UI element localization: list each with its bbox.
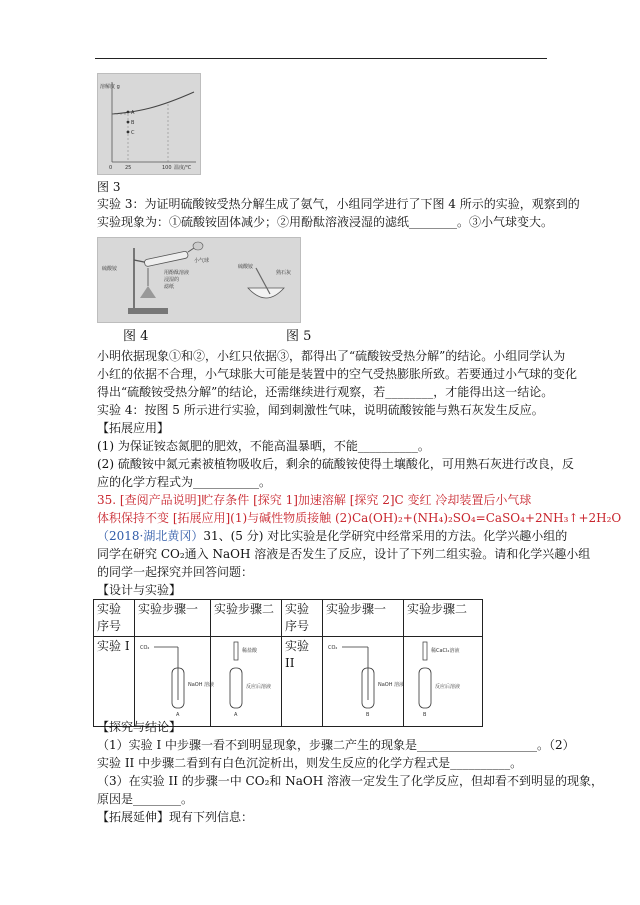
para-line-1: 小明依据现象①和②，小红只依据③，都得出了“硫酸铵受热分解”的结论。小组同学认为 — [97, 349, 566, 363]
exp1-hcl-label: 稀盐酸 — [242, 648, 258, 654]
conclusion-line-4: 原因是________。 — [97, 792, 194, 806]
fig3-point-a: A — [131, 110, 135, 116]
fig5-label-salt: 硫酸铵 — [238, 264, 254, 270]
fig4-label-salt: 硫酸铵 — [102, 266, 118, 272]
extend-q1: (1) 为保证铵态氮肥的肥效，不能高温暴晒，不能__________。 — [97, 439, 430, 453]
fig3-tick-0: 0 — [109, 165, 113, 171]
fig3-tick-25: 25 — [125, 165, 132, 171]
extend-q2-line-2: 应的化学方程式为___________。 — [97, 475, 272, 489]
figure-3-image — [97, 73, 201, 175]
answer-line-2: 体积保持不变 [拓展应用](1)与碱性物质接触 (2)Ca(OH)₂+(NH₄)₂SO₄=CaSO₄+2NH₃↑+2H₂O — [97, 511, 622, 525]
conclusion-line-1: （1）实验 I 中步骤一看不到明显现象，步骤二产生的现象是____________________。（2） — [97, 738, 575, 752]
conclusion-heading: 【探究与结论】 — [97, 720, 182, 734]
para-line-2: 小红的依据不合理，小气球胀大可能是装置中的空气受热膨胀所致。若要通过小气球的变化 — [97, 367, 578, 381]
exp3-line-1: 实验 3：为证明硫酸铵受热分解生成了氨气，小组同学进行了下图 4 所示的实验，观察到的 — [97, 197, 580, 211]
figure-5-caption: 图 5 — [286, 329, 312, 344]
q31-intro: 31、(5 分) 对比实验是化学研究中经常采用的方法。化学兴趣小组的 — [203, 529, 568, 543]
figure-4-5-image — [97, 237, 301, 323]
figure-4-caption: 图 4 — [123, 329, 149, 344]
cell-exp2-step1 — [323, 637, 404, 727]
fig3-tick-100: 100 — [162, 165, 172, 171]
header-rule — [95, 58, 547, 59]
fig3-ylabel: 溶解度 g — [100, 84, 120, 90]
fig4-label-paper-2: 浸湿的 — [164, 277, 180, 283]
extend-heading: 【拓展应用】 — [97, 421, 170, 435]
fig4-label-paper-3: 滤纸 — [164, 284, 175, 290]
cell-exp2-step2 — [404, 637, 483, 727]
cell-exp-2: 实验 II — [282, 637, 323, 727]
exp1-after-label: 反应后溶液 — [246, 684, 272, 690]
fig3-xlabel: 温度/℃ — [174, 165, 192, 171]
exp1-co2-label: CO₂ — [140, 645, 150, 651]
exp1-naoh-label: NaOH 溶液 — [188, 682, 215, 688]
fig5-label-lime: 熟石灰 — [276, 270, 292, 276]
q31-line-2: 同学在研究 CO₂通入 NaOH 溶液是否发生了反应，设计了下列二组实验。请和化学兴趣小组 — [97, 547, 591, 561]
exp4-line: 实验 4：按图 5 所示进行实验，闻到刺激性气味，说明硫酸铵能与熟石灰发生反应。 — [97, 403, 544, 417]
fig4-label-paper-1: 用酚酞溶液 — [164, 270, 190, 276]
header-step-1-b: 实验步骤一 — [323, 600, 404, 637]
exp2-cacl2-label: 稀CaCl₂溶液 — [431, 648, 460, 654]
exp1-tube-a: A — [176, 712, 180, 718]
exp2-after-label: 反应后溶液 — [435, 684, 461, 690]
conclusion-line-2: 实验 II 中步骤二看到有白色沉淀析出，则发生反应的化学方程式是__________。 — [97, 756, 523, 770]
exp2-naoh-label: NaOH 溶液 — [378, 682, 405, 688]
header-step-2-a: 实验步骤二 — [211, 600, 282, 637]
q31-source: （2018·湖北黄冈） — [97, 529, 204, 543]
answer-line-1: 35. [查阅产品说明]贮存条件 [探究 1]加速溶解 [探究 2]C 变红 冷却装置后小气球 — [97, 493, 532, 507]
header-no-b: 实验序号 — [282, 600, 323, 637]
header-no: 实验序号 — [94, 600, 135, 637]
header-step-2-b: 实验步骤二 — [404, 600, 483, 637]
table-row — [94, 637, 483, 727]
para-line-3: 得出“硫酸铵受热分解”的结论，还需继续进行观察，若________，才能得出这一结论。 — [97, 385, 554, 399]
conclusion-line-3: （3）在实验 II 的步骤一中 CO₂和 NaOH 溶液一定发生了化学反应，但却看不到明显的现象， — [97, 774, 603, 788]
extension-heading: 【拓展延伸】现有下列信息： — [97, 810, 254, 824]
exp2-co2-label: CO₂ — [328, 645, 338, 651]
fig3-point-b: B — [131, 120, 135, 126]
exp2-tube-b-2: B — [423, 712, 427, 718]
q31-line-1 — [97, 527, 568, 545]
exp3-line-2: 实验现象为：①硫酸铵固体减少；②用酚酞溶液浸湿的滤纸________。③小气球变大。 — [97, 215, 554, 229]
figure-3-caption: 图 3 — [97, 180, 121, 194]
experiment-table — [93, 599, 483, 727]
design-heading: 【设计与实验】 — [97, 583, 182, 597]
exp1-tube-a-2: A — [234, 712, 238, 718]
fig3-point-c: C — [131, 130, 135, 136]
q31-line-3: 的同学一起探究并回答问题： — [97, 565, 254, 579]
extend-q2-line-1: (2) 硫酸铵中氮元素被植物吸收后，剩余的硫酸铵使得土壤酸化，可用熟石灰进行改良，反 — [97, 457, 574, 471]
header-step-1-a: 实验步骤一 — [135, 600, 211, 637]
cell-exp1-step1 — [135, 637, 215, 727]
table-header-row — [94, 600, 483, 637]
exp2-tube-b: B — [366, 712, 370, 718]
fig4-label-balloon: 小气球 — [194, 258, 210, 264]
cell-exp-1: 实验 I — [94, 637, 135, 727]
cell-exp1-step2 — [211, 637, 282, 727]
